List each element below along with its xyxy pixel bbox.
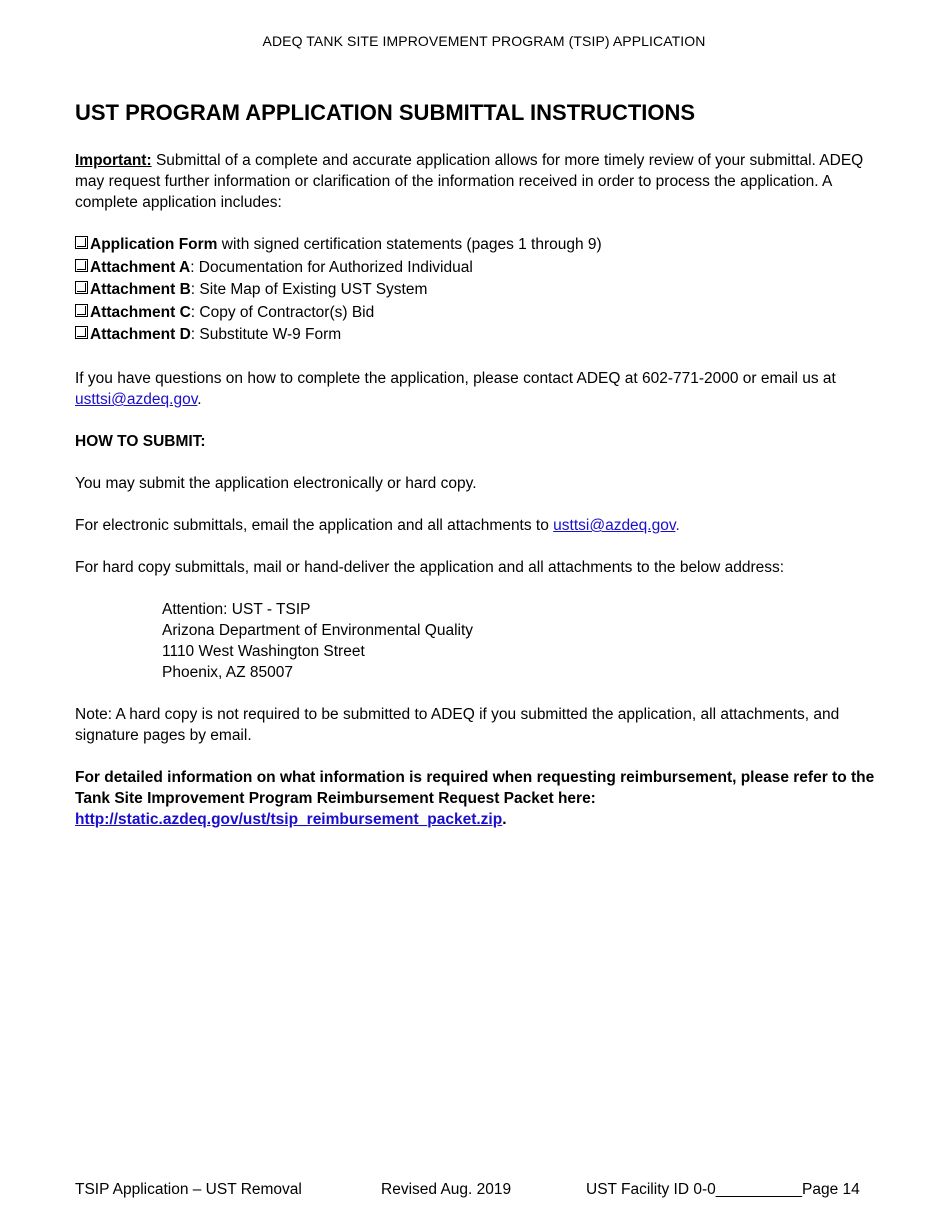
hardcopy-paragraph: For hard copy submittals, mail or hand-deliver the application and all attachments to the below address: xyxy=(75,558,785,576)
document-body xyxy=(75,98,895,851)
address-line: Phoenix, AZ 85007 xyxy=(162,663,293,681)
email-link[interactable]: usttsi@azdeq.gov xyxy=(75,390,198,408)
checklist-item-attachment-a xyxy=(75,257,895,280)
important-label: Important: xyxy=(75,152,152,169)
checklist-item-title: Attachment A xyxy=(90,258,191,276)
note-paragraph: Note: A hard copy is not required to be submitted to ADEQ if you submitted the application, all attachments, and signature pages by email. xyxy=(75,705,840,744)
page-title: UST PROGRAM APPLICATION SUBMITTAL INSTRUCTIONS xyxy=(75,100,696,125)
footer-document-title: TSIP Application – UST Removal xyxy=(75,1181,302,1198)
questions-paragraph xyxy=(75,368,895,410)
checklist-item-text: : Copy of Contractor(s) Bid xyxy=(190,303,375,321)
intro-text: Submittal of a complete and accurate application allows for more timely review of your submittal. ADEQ may request further information or clarification of the information received in order to process the application. A complete application includes: xyxy=(75,152,864,211)
requirements-checklist xyxy=(75,234,895,347)
checklist-item-text: : Substitute W-9 Form xyxy=(190,326,342,344)
checklist-item-title: Attachment C xyxy=(90,303,191,321)
questions-end: . xyxy=(197,390,202,408)
checklist-item-application-form xyxy=(75,234,895,257)
checklist-item-title: Attachment D xyxy=(90,326,191,344)
page-header: ADEQ TANK SITE IMPROVEMENT PROGRAM (TSIP) APPLICATION xyxy=(262,33,706,49)
intro-paragraph xyxy=(75,150,895,213)
electronic-end: . xyxy=(675,516,680,534)
detail-end: . xyxy=(502,810,507,828)
detail-paragraph xyxy=(75,767,895,830)
footer-page-number: Page 14 xyxy=(802,1181,860,1198)
address-line: Arizona Department of Environmental Quality xyxy=(162,621,474,639)
footer-revision: Revised Aug. 2019 xyxy=(381,1181,512,1198)
checklist-item-attachment-d xyxy=(75,324,895,347)
checklist-item-title: Attachment B xyxy=(90,281,191,299)
checkbox[interactable] xyxy=(75,304,88,317)
questions-text: If you have questions on how to complete the application, please contact ADEQ at 602-771-2000 or email us at xyxy=(75,369,836,387)
checklist-item-attachment-b xyxy=(75,279,895,302)
detail-text: For detailed information on what information is required when requesting reimbursement, please refer to the Tank Site Improvement Program Reimbursement Request Packet here: xyxy=(75,768,875,807)
electronic-paragraph xyxy=(75,515,895,536)
electronic-text: For electronic submittals, email the application and all attachments to xyxy=(75,516,554,534)
checkbox[interactable] xyxy=(75,259,88,272)
checkbox[interactable] xyxy=(75,236,88,249)
packet-link[interactable]: http://static.azdeq.gov/ust/tsip_reimbursement_packet.zip xyxy=(75,810,503,828)
footer-facility-id: UST Facility ID 0-0__________ xyxy=(586,1181,802,1198)
mailing-address xyxy=(162,599,895,683)
checkbox[interactable] xyxy=(75,326,88,339)
submit-options-paragraph: You may submit the application electronically or hard copy. xyxy=(75,474,477,492)
checklist-item-text: with signed certification statements (pages 1 through 9) xyxy=(217,236,602,253)
address-line: Attention: UST - TSIP xyxy=(162,600,311,618)
checklist-item-title: Application Form xyxy=(90,236,218,253)
checklist-item-attachment-c xyxy=(75,302,895,325)
checklist-item-text: : Site Map of Existing UST System xyxy=(190,281,428,299)
email-link[interactable]: usttsi@azdeq.gov xyxy=(553,516,676,534)
how-to-submit-heading: HOW TO SUBMIT: xyxy=(75,432,206,450)
checkbox[interactable] xyxy=(75,281,88,294)
address-line: 1110 West Washington Street xyxy=(162,642,365,660)
checklist-item-text: : Documentation for Authorized Individual xyxy=(190,258,473,276)
